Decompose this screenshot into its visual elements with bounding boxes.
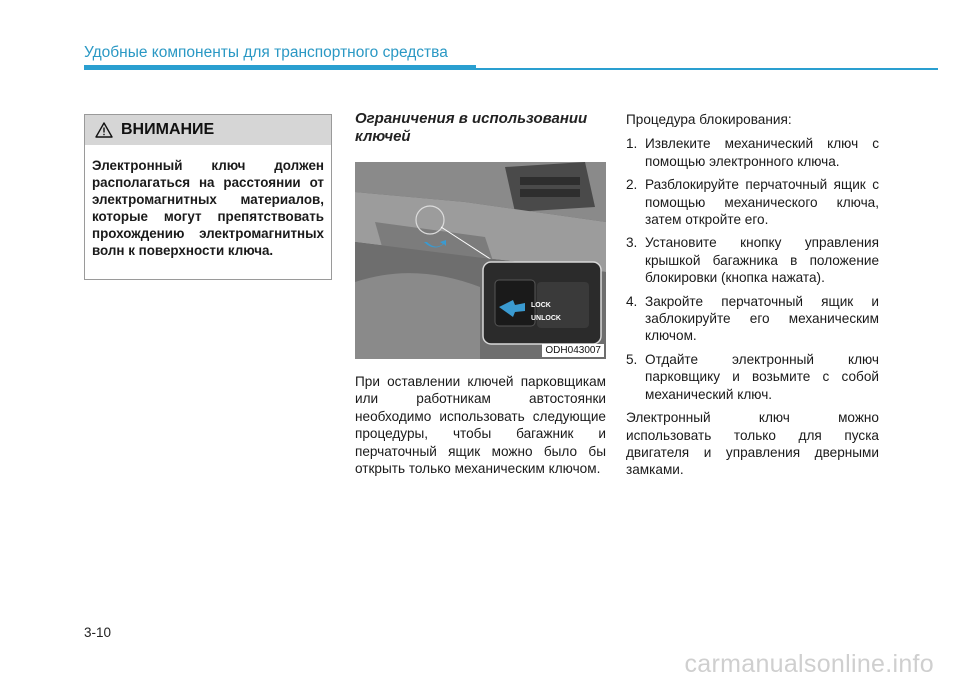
glovebox-illustration bbox=[355, 162, 606, 359]
procedure-column bbox=[626, 111, 879, 479]
warning-triangle-icon bbox=[95, 122, 113, 138]
section-body-text: При оставлении ключей парковщикам или работникам автостоянки необходимо использовать следующие процедуры, чтобы багажник и перчаточный ящик можно было бы открыть только механическим ключом. bbox=[355, 374, 606, 477]
step-text: Установите кнопку управления крышкой багажника в положение блокировки (кнопка нажата). bbox=[645, 235, 879, 286]
step-number: 2. bbox=[626, 177, 638, 193]
procedure-steps bbox=[626, 135, 879, 403]
step-text: Закройте перчаточный ящик и заблокируйте его механическим ключом. bbox=[645, 293, 879, 344]
procedure-step bbox=[626, 176, 879, 228]
figure-code: ODH043007 bbox=[542, 344, 604, 357]
header-rule-thick bbox=[84, 65, 476, 70]
section-header-title: Удобные компоненты для транспортного средства bbox=[84, 44, 448, 61]
step-text: Разблокируйте перчаточный ящик с помощью механического ключа, затем откройте его. bbox=[645, 177, 879, 228]
step-number: 1. bbox=[626, 136, 638, 152]
step-number: 4. bbox=[626, 293, 638, 309]
header-rule-thin bbox=[476, 68, 938, 70]
key-restrictions-column bbox=[355, 110, 606, 477]
watermark: carmanualsonline.info bbox=[684, 650, 934, 678]
warning-box bbox=[84, 114, 332, 280]
warning-header bbox=[85, 115, 331, 145]
procedure-step bbox=[626, 234, 879, 286]
page-number: 3-10 bbox=[84, 625, 112, 640]
figure-unlock-label: UNLOCK bbox=[531, 315, 561, 322]
procedure-step bbox=[626, 351, 879, 403]
warning-text: Электронный ключ должен располагаться на расстоянии от электромагнитных материалов, которые могут препятствовать прохождению электромагнитных волн к поверхности ключа. bbox=[92, 158, 324, 258]
step-number: 3. bbox=[626, 235, 638, 251]
procedure-step bbox=[626, 293, 879, 345]
section-title: Ограничения в использовании ключей bbox=[355, 110, 588, 145]
figure-lock-label: LOCK bbox=[531, 302, 551, 309]
procedure-note: Электронный ключ можно использовать только для пуска двигателя и управления дверными замками. bbox=[626, 410, 879, 478]
procedure-step bbox=[626, 135, 879, 170]
step-text: Отдайте электронный ключ парковщику и возьмите с собой механический ключ. bbox=[645, 351, 879, 402]
warning-heading: ВНИМАНИЕ bbox=[121, 121, 215, 138]
procedure-intro: Процедура блокирования: bbox=[626, 112, 792, 127]
step-number: 5. bbox=[626, 351, 638, 367]
step-text: Извлеките механический ключ с помощью электронного ключа. bbox=[645, 136, 879, 169]
